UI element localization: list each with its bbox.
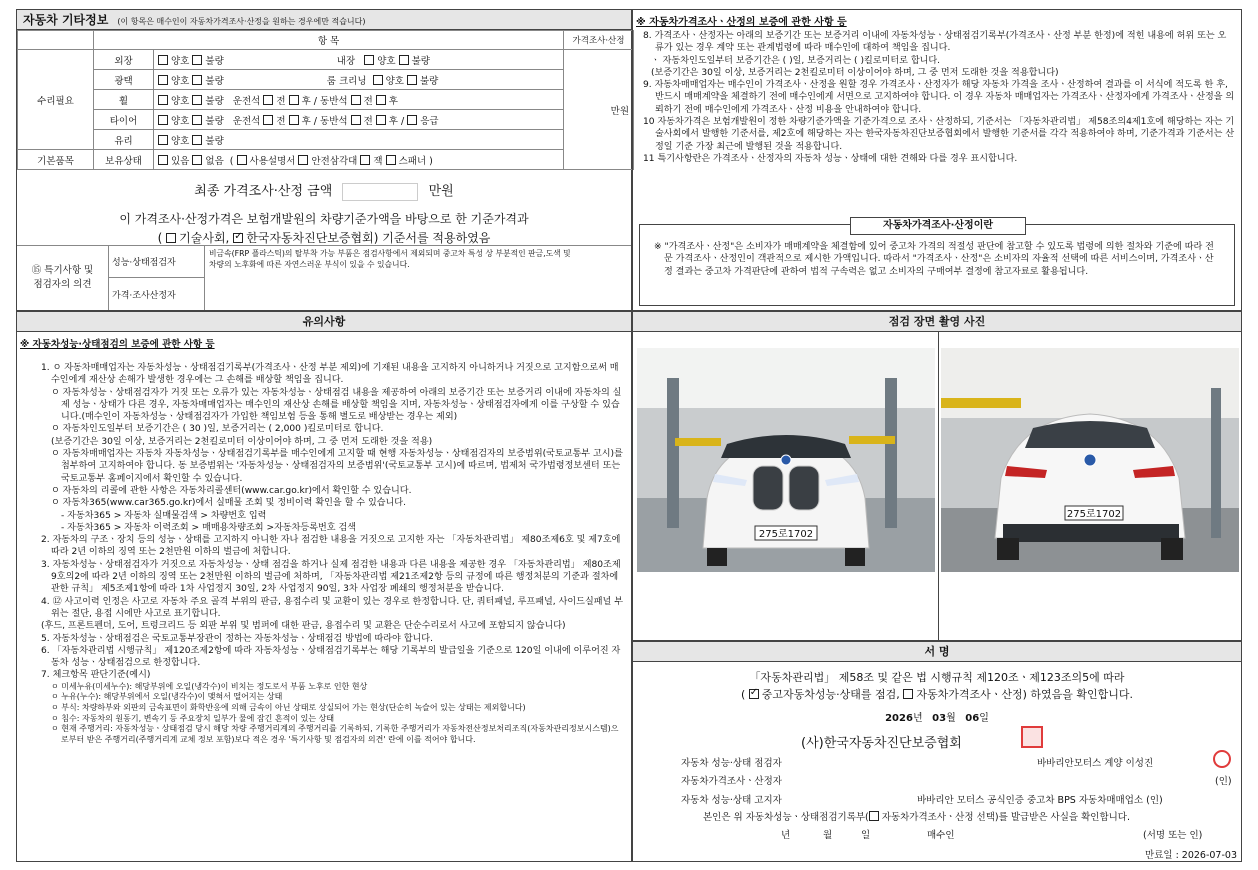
- buyer-month: 월: [823, 830, 833, 841]
- spanner-label: 스패너 ): [398, 155, 433, 167]
- checkbox[interactable]: [360, 155, 370, 165]
- checkbox[interactable]: [192, 155, 202, 165]
- photo-header: 점검 장면 촬영 사진: [633, 312, 1241, 332]
- buyer-confirm-row: [703, 809, 1130, 823]
- price-label: 자동차가격조사ㆍ산정) 하였음을 확인합니다.: [916, 688, 1133, 701]
- item-8-note: (보증기간은 30일 이상, 보증거리는 2천킬로미터 이상이어야 하며, 그 중 먼저 도래한 것을 적용합니다): [651, 67, 1059, 78]
- checkbox[interactable]: [289, 115, 299, 125]
- rear-passenger-label: 후 / 동반석: [301, 95, 348, 107]
- buyer-label: 매수인: [927, 830, 955, 841]
- definition-text: ※ "가격조사ㆍ산정"은 소비자가 매매계약을 체결함에 있어 중고차 가격의 적절성 판단에 참고할 수 있도록 법령에 의한 절차와 기준에 따라 전문 가격조사ㆍ산정인이 객관적으로 제시한 가액입니다. 따라서 "가격조사ㆍ산정"은 소비자의 자율적 선택에 따른 서비스이며, 가격조사ㆍ산정 결과는 중고차 가격판단에 관하여 법적 구속력은 없고 소비자의 구매여부 결정에 참고자료로 활용됩니다.: [654, 242, 1214, 277]
- good-label: 양호: [385, 75, 404, 87]
- item-10: 10 자동차가격은 보험개발원이 정한 차량기준가액을 기준가격으로 조사ㆍ산정하되, 기준서는 「자동차관리법」 제58조의4제1호에 해당하는 자는 기술사회에서 발행한 기준서를, 제2호에 해당하는 자는 한국자동차진단보증협회에서 발행한 기준서를 각각 적용하여야 하며, 기준가격과 기준서는 산정일 기준 가장 최근에 발행된 것을 적용합니다.: [643, 117, 1235, 152]
- row-exterior: 외장: [94, 50, 154, 70]
- inspector-opinion: 비금속(FRP 플라스틱)의 탈부착 가능 부품은 점검사항에서 제외되며 중고차 특성 상 부분적인 판금,도색 및 차량의 노후화에 따른 자연스러운 부식이 있을 수 있습니다.: [209, 249, 571, 269]
- signature-org: (사)한국자동차진단보증협회: [801, 736, 962, 751]
- driver-seat-label: 운전석: [232, 115, 261, 127]
- rear-passenger-label: 후 / 동반석: [301, 115, 348, 127]
- checkbox[interactable]: [351, 115, 361, 125]
- notice-panel: [16, 311, 632, 862]
- checkbox[interactable]: [158, 155, 168, 165]
- row-gloss: 광택: [94, 70, 154, 90]
- basis-line-1: 이 가격조사·산정가격은 보험개발원의 차량기준가액을 바탕으로 한 기준가격과: [119, 211, 529, 226]
- bad-label: 불량: [419, 75, 439, 87]
- notice-line: (후드, 프론트펜더, 도어, 트렁크리드 등 외판 부위 및 범퍼에 대한 판금, 용접수리 및 교환은 단순수리로서 사고에 포함되지 않습니다): [41, 621, 566, 632]
- checkbox[interactable]: [351, 95, 361, 105]
- notice-line: ㅇ 자동차매매업자는 자동차 자동차성능ㆍ상태점검기록부를 매수인에게 고지할 때 현행 자동차성능ㆍ상태점검자의 보증범위(국토교통부 고시)를 첨부하여 고지하여야 합니다. 동 보증범위는 '자동차성능ㆍ상태점검자의 보증범위'(국토교통부 고시)에 따르며, 법제처 국가법령정보센터 또는 국토교통부 홈페이지에서 확인할 수 있습니다.: [51, 449, 623, 484]
- buyer-confirm-b: 자동차가격조사ㆍ산정 선택)를 발급받은 사실을 확인합니다.: [881, 812, 1130, 823]
- item-8: 8. 가격조사ㆍ산정자는 아래의 보증기간 또는 보증거리 이내에 자동차성능ㆍ상태점검기록부(가격조사ㆍ산정 부분 한정)에 적힌 내용에 허위 또는 오류가 있는 경우 계약 또는 관계법령에 따라 매수인에 대하여 책임을 집니다.: [643, 31, 1227, 54]
- checkbox-buyer-price[interactable]: [869, 811, 879, 821]
- performance-label: 중고자동차성능·상태를 점검,: [761, 688, 900, 701]
- buyer-sign-label: (서명 또는 인): [1143, 830, 1203, 841]
- org-seal-icon: [1021, 726, 1043, 748]
- good-label: 양호: [171, 135, 190, 147]
- final-price-row: [17, 174, 631, 246]
- checkbox[interactable]: [192, 75, 202, 85]
- price-inspector-row-label: 자동차가격조사ㆍ산정자: [681, 776, 782, 787]
- notifier-row-label: 자동차 성능·상태 고지자: [681, 795, 782, 806]
- signature-law-line: 「자동차관리법」 제58조 및 같은 법 시행규칙 제120조ㆍ제123조의5에 따라: [749, 671, 1125, 684]
- definition-title: 자동차가격조사·산정이란: [850, 217, 1026, 235]
- final-price-label: 최종 가격조사·산정 금액: [194, 184, 333, 199]
- checkbox[interactable]: [158, 135, 168, 145]
- checkbox-kadwa[interactable]: [233, 233, 243, 243]
- price-guarantee-items: [633, 30, 1241, 165]
- triangle-label: 안전삼각대: [311, 155, 358, 167]
- year-value: 2026: [885, 713, 913, 724]
- spare-label: 응급: [420, 115, 439, 127]
- front-label: 전: [363, 95, 373, 107]
- row-tire: 타이어: [94, 110, 154, 130]
- good-label: 양호: [171, 75, 190, 87]
- notice-line: - 자동차365 > 자동차 실매물검색 > 차량번호 입력: [61, 510, 267, 521]
- checkbox-performance[interactable]: [749, 689, 759, 699]
- other-info-note: (이 항목은 매수인이 자동차가격조사·산정을 원하는 경우에만 적습니다): [117, 17, 366, 26]
- special-notes-label: ⑮ 특기사항 및 점검자의 의견: [17, 246, 109, 310]
- checkbox[interactable]: [373, 75, 383, 85]
- row-interior: 내장: [336, 55, 356, 67]
- rear-label: 후 /: [388, 115, 405, 127]
- have-label: 있음: [171, 155, 190, 167]
- notice-body: [17, 362, 631, 745]
- notice-line: ㅇ 침수: 자동차의 원동기, 변속기 등 주요장치 일부가 물에 잠긴 흔적이 있는 상태: [51, 713, 335, 723]
- checkbox[interactable]: [386, 155, 396, 165]
- basic-items-label: 기본품목: [18, 150, 94, 170]
- notice-line: 6. 「자동차관리법 시행규칙」 제120조제2항에 따라 자동차성능ㆍ상태점검기록부는 해당 기록부의 발급일을 기준으로 120일 이내에 이루어진 자동차 성능ㆍ상태점검으로 한정합니다.: [41, 645, 621, 669]
- row-glass: 유리: [94, 130, 154, 150]
- front-label: 전: [276, 115, 286, 127]
- checkbox[interactable]: [192, 115, 202, 125]
- checkbox[interactable]: [376, 95, 386, 105]
- month-unit: 월: [946, 713, 956, 724]
- basis-line-2: [17, 229, 631, 246]
- front-label: 전: [363, 115, 373, 127]
- checkbox[interactable]: [376, 115, 386, 125]
- notice-line: ㅇ 현재 주행거리: 자동차성능ㆍ상태점검 당시 해당 차량 주행거리계의 주행거리를 기록하되, 기록한 주행거리가 자동차전산정보처리조직(자동차관리정보시스템)으로부터 받은 주행거리(주행거리계 교체 정보 포함)보다 적은 경우 '특기사항 및 점검자의 의견' 란에 이를 적어야 합니다.: [51, 724, 619, 744]
- bad-label: 불량: [205, 75, 224, 87]
- notice-line: ㅇ 미세누유(미세누수): 해당부위에 오일(냉각수)이 비치는 정도로서 부품 노후로 인한 현상: [51, 681, 368, 691]
- photo-panel: [632, 311, 1242, 641]
- bad-label: 불량: [205, 55, 224, 67]
- checkbox[interactable]: [237, 155, 247, 165]
- signature-date: [633, 709, 1241, 724]
- final-price-input[interactable]: [342, 183, 418, 201]
- checkbox[interactable]: [289, 95, 299, 105]
- manual-label: 사용설명서: [249, 155, 296, 167]
- checkbox[interactable]: [158, 75, 168, 85]
- col-price-header: 가격조사·산정: [564, 31, 634, 50]
- notice-line: ㅇ 자동차365(www.car365.go.kr)에서 실매물 조회 및 정비이력 확인을 할 수 있습니다.: [51, 498, 406, 509]
- checkbox[interactable]: [192, 95, 202, 105]
- bad-label: 불량: [205, 115, 224, 127]
- price-guarantee-title: ※ 자동차가격조사ㆍ산정의 보증에 관한 사항 등: [636, 17, 847, 28]
- col-item-header: 항 목: [94, 31, 564, 50]
- item-11: 11 특기사항란은 가격조사ㆍ산정자의 자동차 성능ㆍ상태에 대한 견해와 다를 경우 표시합니다.: [643, 153, 1018, 164]
- year-unit: 년: [912, 713, 923, 724]
- row-room-cleaning: 룸 크리닝: [326, 75, 367, 87]
- price-guarantee-panel: [632, 9, 1242, 311]
- rear-label: 후: [388, 95, 398, 107]
- price-inspector-label: 가격·조사산정자: [109, 278, 205, 310]
- notice-line: ㅇ 부식: 차량하부와 외판의 금속표면이 화학반응에 의해 금속이 아닌 상태로 상실되어 가는 현상(단순히 녹슬어 있는 상태는 제외합니다): [51, 702, 526, 712]
- inspector-row-name: 바바리안모터스 계양 이성진: [1037, 758, 1154, 769]
- inspector-row-label: 자동차 성능·상태 점검자: [681, 758, 782, 769]
- good-label: 양호: [171, 115, 190, 127]
- paren: (: [157, 230, 163, 245]
- good-label: 양호: [171, 95, 190, 107]
- checkbox[interactable]: [263, 95, 273, 105]
- day-value: 06: [965, 713, 980, 724]
- inspector-label: 성능·상태점검자: [109, 246, 205, 278]
- rear-photo: [941, 348, 1239, 572]
- notice-line: ㅇ 자동차의 리콜에 관한 사항은 자동차리콜센터(www.car.go.kr)에서 확인할 수 있습니다.: [51, 485, 412, 496]
- checkbox[interactable]: [407, 115, 417, 125]
- checkbox[interactable]: [407, 75, 417, 85]
- notifier-row-name: 바바리안 모터스 공식인증 중고차 BPS 자동차매매업소 (인): [917, 795, 1163, 806]
- checkbox[interactable]: [399, 55, 409, 65]
- checkbox[interactable]: [158, 55, 168, 65]
- day-unit: 일: [979, 713, 989, 724]
- repair-label: 수리필요: [18, 50, 94, 150]
- front-plate-text: 275로1702: [758, 529, 814, 540]
- repair-table: [17, 30, 634, 170]
- bad-label: 불량: [205, 135, 224, 147]
- notice-line: (보증기간은 30일 이상, 보증거리는 2천킬로미터 이상이어야 하며, 그 중 먼저 도래한 것을 적용): [51, 436, 433, 447]
- front-label: 전: [276, 95, 286, 107]
- notice-line: 2. 자동차의 구조ㆍ장치 등의 성능ㆍ상태를 고지하지 아니한 자나 점검한 내용을 거짓으로 고지한 자는 「자동차관리법」 제80조제6호 및 제7호에 따라 2년 이하의 징역 또는 2천만원 이하의 벌금에 처합니다.: [41, 535, 621, 558]
- notice-header: 유의사항: [17, 312, 631, 332]
- bad-label: 불량: [205, 95, 224, 107]
- good-label: 양호: [171, 55, 190, 67]
- other-info-title: 자동차 기타정보: [23, 13, 109, 27]
- checkbox[interactable]: [192, 135, 202, 145]
- price-cell: 만원: [564, 50, 634, 170]
- definition-box: [639, 220, 1235, 306]
- checkbox[interactable]: [192, 55, 202, 65]
- expiry-date: 만료일 : 2026-07-03: [1145, 850, 1237, 861]
- kadwa-label: 한국자동차진단보증협회) 기준서를 적용하였음: [246, 230, 491, 245]
- buyer-confirm-a: 본인은 위 자동차성능ㆍ상태점검기록부(: [703, 812, 869, 823]
- driver-seat-label: 운전석: [232, 95, 261, 107]
- bad-label: 불량: [411, 55, 430, 67]
- signature-header: 서 명: [633, 642, 1241, 662]
- item-9: 9. 자동차매매업자는 매수인이 가격조사ㆍ산정을 원할 경우 가격조사ㆍ산정자가 해당 자동차 가격을 조사ㆍ산정하여 결과를 이 서식에 적도록 한 후, 반드시 매매계약을 체결하기 전에 매수인에게 서면으로 고지하여야 합니다. 이 경우 자동차 매매업자는 가격조사ㆍ산정자에게 가격조사ㆍ산정을 의뢰하기 전에 매수인에게 가격조사ㆍ산정 비용을 안내하여야 합니다.: [643, 80, 1235, 115]
- notice-line: 7. 체크항목 판단기준(예시): [41, 670, 151, 681]
- front-photo: [637, 348, 935, 572]
- jack-label: 잭: [373, 155, 383, 167]
- notice-line: 5. 자동차성능ㆍ상태점검은 국토교통부장관이 정하는 자동차성능ㆍ상태점검 방법에 따라야 합니다.: [41, 633, 433, 644]
- none-label: 없음: [205, 155, 224, 167]
- final-price-unit: 만원: [428, 184, 454, 199]
- checkbox[interactable]: [158, 115, 168, 125]
- other-info-panel: [16, 9, 632, 311]
- month-value: 03: [932, 713, 947, 724]
- paren: (: [229, 155, 234, 167]
- notice-line: 3. 자동차성능ㆍ상태점검자가 거짓으로 자동차성능ㆍ상태 점검을 하거나 실제 점검한 내용과 다른 내용을 제공한 경우 「자동차관리법」 제80조제9호의2에 따라 2년 이하의 징역 또는 2천만원 이하의 벌금에 처하며, 「자동차관리법 제21조제2항 등의 규정에 따른 행정처분의 기준과 절차에 관한 규칙」 제5조제1항에 따라 1차 사업정지 30일, 2차 사업정지 90일, 3차 사업장 폐쇄의 행정처분을 받습니다.: [41, 559, 621, 595]
- notice-line: ㅇ 누유(누수): 해당부위에서 오일(냉각수)이 맺혀서 떨어지는 상태: [51, 692, 283, 702]
- checkbox[interactable]: [298, 155, 308, 165]
- paren: (: [741, 688, 746, 701]
- checkbox[interactable]: [263, 115, 273, 125]
- good-label: 양호: [377, 55, 396, 67]
- row-possession: 보유상태: [94, 150, 154, 170]
- signature-confirm-line: [633, 686, 1241, 702]
- notice-line: ㅇ 자동차인도일부터 보증기간은 ( 30 )일, 보증거리는 ( 2,000 )킬로미터로 합니다.: [51, 424, 384, 435]
- checkbox-price[interactable]: [903, 689, 913, 699]
- notice-line: 4. ⑫ 사고이력 인정은 사고로 자동차 주요 골격 부위의 판금, 용접수리 및 교환이 있는 경우로 한정합니다. 단, 쿼터패널, 루프패널, 사이드실패널 부위는 절단, 용접 시에만 사고로 표기합니다.: [41, 596, 623, 619]
- checkbox[interactable]: [364, 55, 374, 65]
- item-8-period: ㆍ 자동차인도일부터 보증기간은 ( )일, 보증거리는 ( )킬로미터로 합니다.: [651, 55, 941, 66]
- tech-society-label: 기술사회,: [179, 230, 230, 245]
- notice-title: ※ 자동차성능·상태점검의 보증에 관한 사항 등: [20, 339, 215, 350]
- notice-line: 1. ㅇ 자동차매매업자는 자동차성능ㆍ상태점검기록부(가격조사ㆍ산정 부분 제외)에 기재된 내용을 고지하지 아니하거나 거짓으로 고지함으로써 매수인에게 재산상 손해가 발생한 경우에는 그 손해를 배상할 책임을 집니다.: [41, 363, 619, 386]
- checkbox-tech-society[interactable]: [166, 233, 176, 243]
- buyer-day: 일: [861, 830, 871, 841]
- notice-line: - 자동차365 > 자동차 이력조회 > 매매용차량조회 >자동차등록번호 검색: [61, 522, 357, 533]
- price-inspector-row-seal: (인): [1215, 776, 1232, 787]
- notice-line: ㅇ 자동차성능ㆍ상태점검자가 거짓 또는 오류가 있는 자동차성능ㆍ상태점검 내용을 제공하여 아래의 보증기간 또는 보증거리 이내에 자동차의 실제 성능ㆍ상태가 다른 경우, 자동차매매업자는 매수인의 재산상 손해를 배상할 책임을 지며, 자동차성능ㆍ상태점검자에게 이를 구상할 수 있습니다.(매수인이 자동차성능ㆍ상태점검자가 가입한 책임보험 등을 통해 별도로 배상받는 경우는 제외): [51, 387, 622, 423]
- checkbox[interactable]: [158, 95, 168, 105]
- other-info-header: [17, 10, 631, 30]
- rear-plate-text: 275로1702: [1066, 509, 1122, 520]
- inspector-seal-icon: [1213, 750, 1231, 768]
- row-wheel: 휠: [94, 90, 154, 110]
- signature-panel: [632, 641, 1242, 862]
- buyer-year: 년: [781, 830, 791, 841]
